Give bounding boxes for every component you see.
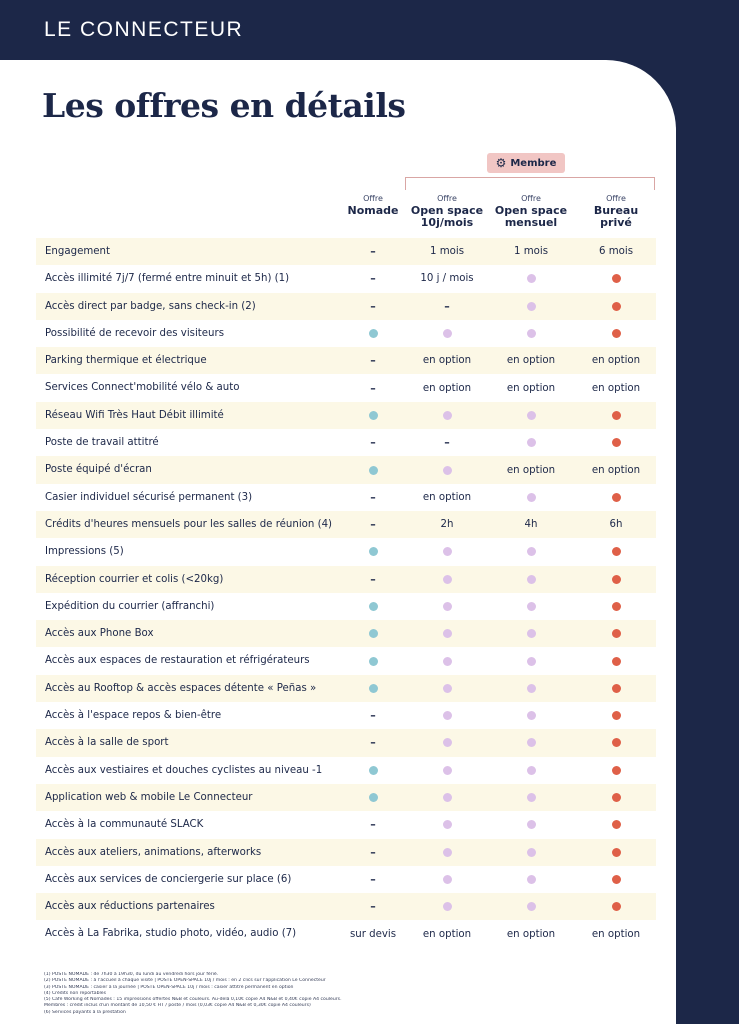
table-row xyxy=(36,402,656,429)
lilac-dot-icon xyxy=(443,820,452,829)
cell-included-red xyxy=(574,429,658,456)
cell-value: – xyxy=(370,436,376,450)
cell-included-red xyxy=(574,839,658,866)
row-label: Casier individuel sécurisé permanent (3) xyxy=(45,491,253,503)
row-label: Réseau Wifi Très Haut Débit illimité xyxy=(45,409,224,421)
cell-value: en option xyxy=(591,928,641,940)
cell-included-lilac xyxy=(489,811,573,838)
lilac-dot-icon xyxy=(443,766,452,775)
lilac-dot-icon xyxy=(527,547,536,556)
column-header-small: Offre xyxy=(521,194,541,203)
row-label: Poste de travail attitré xyxy=(45,437,159,449)
red-dot-icon xyxy=(612,602,621,611)
cell-value: – xyxy=(444,436,450,450)
cell-value: 1 mois xyxy=(513,246,548,258)
table-row xyxy=(36,566,656,593)
cell-included-blue xyxy=(331,456,415,483)
cell-included-lilac xyxy=(489,784,573,811)
table-row xyxy=(36,511,656,538)
cell-value: – xyxy=(370,845,376,859)
lilac-dot-icon xyxy=(527,629,536,638)
cell-included-red xyxy=(574,784,658,811)
column-header-name: Open space xyxy=(410,204,484,217)
cell-included-lilac xyxy=(405,811,489,838)
cell-value: 10 j / mois xyxy=(420,273,474,285)
cell-value: – xyxy=(370,736,376,750)
lilac-dot-icon xyxy=(527,875,536,884)
cell-value: 2h xyxy=(440,519,454,531)
gear-badge-icon: ⚙ xyxy=(495,156,507,170)
red-dot-icon xyxy=(612,875,621,884)
blue-dot-icon xyxy=(369,793,378,802)
footnote-line: (6) Services payants à la prestation xyxy=(44,1009,126,1015)
cell-included-lilac xyxy=(405,566,489,593)
column-header-small: Offre xyxy=(606,194,626,203)
table-row xyxy=(36,647,656,674)
lilac-dot-icon xyxy=(443,902,452,911)
lilac-dot-icon xyxy=(527,766,536,775)
row-label: Accès aux espaces de restauration et réfrigérateurs xyxy=(45,655,310,667)
cell-included-lilac xyxy=(405,784,489,811)
cell-value: en option xyxy=(591,355,641,367)
lilac-dot-icon xyxy=(527,738,536,747)
cell-included-blue xyxy=(331,620,415,647)
row-label: Accès au Rooftop & accès espaces détente « Peñas » xyxy=(45,682,317,694)
member-bracket xyxy=(405,177,655,190)
cell-value: en option xyxy=(506,382,556,394)
lilac-dot-icon xyxy=(527,329,536,338)
lilac-dot-icon xyxy=(527,274,536,283)
brand-logo: LE CONNECTEUR xyxy=(44,18,244,41)
cell-included-blue xyxy=(331,593,415,620)
row-label: Poste équipé d'écran xyxy=(45,464,152,476)
row-label: Accès aux ateliers, animations, afterworks xyxy=(45,846,262,858)
cell-included-blue xyxy=(331,402,415,429)
cell-value: en option xyxy=(591,382,641,394)
cell-value: – xyxy=(370,872,376,886)
cell-included-lilac xyxy=(489,484,573,511)
red-dot-icon xyxy=(612,411,621,420)
cell-included-lilac xyxy=(489,729,573,756)
table-row xyxy=(36,293,656,320)
cell-included-lilac xyxy=(489,402,573,429)
cell-included-lilac xyxy=(405,839,489,866)
cell-included-red xyxy=(574,811,658,838)
lilac-dot-icon xyxy=(527,684,536,693)
lilac-dot-icon xyxy=(527,793,536,802)
blue-dot-icon xyxy=(369,684,378,693)
cell-included-red xyxy=(574,620,658,647)
cell-value: – xyxy=(370,245,376,259)
row-label: Possibilité de recevoir des visiteurs xyxy=(45,327,225,339)
column-header-bureau-prive xyxy=(574,193,658,229)
table-row xyxy=(36,484,656,511)
footnote-line: (1) POSTE NOMADE : de 7h30 à 19h30, du lundi au vendredi hors jour férié. xyxy=(44,972,219,977)
cell-value: 1 mois xyxy=(429,246,464,258)
cell-included-lilac xyxy=(405,893,489,920)
red-dot-icon xyxy=(612,848,621,857)
cell-value: en option xyxy=(591,464,641,476)
lilac-dot-icon xyxy=(527,493,536,502)
row-label: Accès à la salle de sport xyxy=(45,737,169,749)
cell-value: en option xyxy=(422,928,472,940)
cell-included-red xyxy=(574,893,658,920)
cell-value: en option xyxy=(422,355,472,367)
member-badge xyxy=(487,153,565,173)
cell-included-blue xyxy=(331,538,415,565)
column-header-name: Nomade xyxy=(347,204,399,217)
cell-included-red xyxy=(574,265,658,292)
footnote-line: Membres : crédit inclus d'un montant de 10,50 € HT / poste / mois (0,03€ copie A4 N&B et 0,30€ copie A4 couleurs) xyxy=(44,1003,311,1009)
lilac-dot-icon xyxy=(527,438,536,447)
cell-included-lilac xyxy=(489,893,573,920)
lilac-dot-icon xyxy=(527,602,536,611)
lilac-dot-icon xyxy=(443,602,452,611)
lilac-dot-icon xyxy=(527,575,536,584)
cell-included-red xyxy=(574,593,658,620)
column-header-name: Open space xyxy=(494,204,568,217)
table-row xyxy=(36,784,656,811)
offers-table xyxy=(36,238,656,948)
lilac-dot-icon xyxy=(443,711,452,720)
red-dot-icon xyxy=(612,657,621,666)
lilac-dot-icon xyxy=(443,629,452,638)
table-row xyxy=(36,757,656,784)
cell-included-red xyxy=(574,484,658,511)
footnote-line: (5) Café Working et Nomades : 15 impressions offertes N&B et couleurs. Au-delà 0,10€ copie A4 N&B et 0,40€ copie A4 couleurs. xyxy=(44,997,342,1003)
row-label: Accès aux services de conciergerie sur place (6) xyxy=(45,873,292,885)
lilac-dot-icon xyxy=(443,329,452,338)
cell-included-lilac xyxy=(489,757,573,784)
lilac-dot-icon xyxy=(527,848,536,857)
row-label: Application web & mobile Le Connecteur xyxy=(45,791,253,803)
lilac-dot-icon xyxy=(527,657,536,666)
lilac-dot-icon xyxy=(443,793,452,802)
cell-included-lilac xyxy=(405,647,489,674)
lilac-dot-icon xyxy=(443,684,452,693)
table-row xyxy=(36,620,656,647)
cell-value: sur devis xyxy=(349,928,397,940)
cell-value: – xyxy=(370,900,376,914)
column-header-name-line2: mensuel xyxy=(504,216,558,229)
red-dot-icon xyxy=(612,793,621,802)
cell-included-lilac xyxy=(405,538,489,565)
lilac-dot-icon xyxy=(443,411,452,420)
column-header-small: Offre xyxy=(363,194,383,203)
lilac-dot-icon xyxy=(527,902,536,911)
cell-value: 6h xyxy=(609,519,623,531)
cell-included-red xyxy=(574,293,658,320)
table-row xyxy=(36,238,656,265)
lilac-dot-icon xyxy=(443,466,452,475)
cell-included-lilac xyxy=(489,593,573,620)
cell-included-lilac xyxy=(405,456,489,483)
table-row xyxy=(36,593,656,620)
blue-dot-icon xyxy=(369,466,378,475)
row-label: Accès aux vestiaires et douches cyclistes au niveau -1 xyxy=(45,764,323,776)
row-label: Engagement xyxy=(45,246,110,257)
lilac-dot-icon xyxy=(443,575,452,584)
column-header-openspace-mensuel xyxy=(489,193,573,229)
cell-included-red xyxy=(574,866,658,893)
cell-value: en option xyxy=(422,491,472,503)
cell-included-red xyxy=(574,538,658,565)
footnotes xyxy=(44,972,444,1016)
row-label: Accès direct par badge, sans check-in (2) xyxy=(45,300,256,312)
cell-included-lilac xyxy=(489,620,573,647)
red-dot-icon xyxy=(612,575,621,584)
cell-included-red xyxy=(574,675,658,702)
cell-included-lilac xyxy=(405,402,489,429)
cell-value: – xyxy=(370,354,376,368)
cell-included-lilac xyxy=(489,675,573,702)
red-dot-icon xyxy=(612,766,621,775)
cell-included-blue xyxy=(331,647,415,674)
blue-dot-icon xyxy=(369,602,378,611)
row-label: Réception courrier et colis (<20kg) xyxy=(45,573,224,585)
cell-included-lilac xyxy=(405,702,489,729)
red-dot-icon xyxy=(612,438,621,447)
cell-included-lilac xyxy=(489,265,573,292)
lilac-dot-icon xyxy=(527,411,536,420)
cell-included-blue xyxy=(331,757,415,784)
cell-included-lilac xyxy=(489,293,573,320)
red-dot-icon xyxy=(612,274,621,283)
red-dot-icon xyxy=(612,684,621,693)
table-row xyxy=(36,920,656,947)
cell-included-lilac xyxy=(405,620,489,647)
table-row xyxy=(36,675,656,702)
column-header-openspace-10j xyxy=(405,193,489,229)
row-label: Accès à la communauté SLACK xyxy=(45,819,204,831)
cell-value: – xyxy=(370,572,376,586)
cell-value: en option xyxy=(506,928,556,940)
lilac-dot-icon xyxy=(527,711,536,720)
lilac-dot-icon xyxy=(443,875,452,884)
cell-included-lilac xyxy=(489,866,573,893)
cell-included-red xyxy=(574,729,658,756)
red-dot-icon xyxy=(612,629,621,638)
member-badge-label: Membre xyxy=(510,157,557,169)
red-dot-icon xyxy=(612,329,621,338)
table-row xyxy=(36,320,656,347)
cell-included-blue xyxy=(331,675,415,702)
blue-dot-icon xyxy=(369,329,378,338)
cell-included-lilac xyxy=(489,839,573,866)
cell-included-red xyxy=(574,320,658,347)
lilac-dot-icon xyxy=(443,848,452,857)
cell-included-lilac xyxy=(405,866,489,893)
row-label: Crédits d'heures mensuels pour les salles de réunion (4) xyxy=(45,518,333,530)
table-row xyxy=(36,538,656,565)
table-row xyxy=(36,347,656,374)
cell-included-lilac xyxy=(489,702,573,729)
footnote-line: (2) POSTE NOMADE : à l'accueil à chaque visite | POSTE OPEN-SPACE 10j / mois : en 2 clics sur l'application Le Connecteur xyxy=(44,978,326,984)
red-dot-icon xyxy=(612,902,621,911)
table-row xyxy=(36,811,656,838)
cell-value: 6 mois xyxy=(598,246,633,258)
lilac-dot-icon xyxy=(443,657,452,666)
cell-value: – xyxy=(370,490,376,504)
cell-included-lilac xyxy=(405,757,489,784)
cell-value: en option xyxy=(422,382,472,394)
row-label: Services Connect'mobilité vélo & auto xyxy=(45,382,240,394)
column-header-small: Offre xyxy=(437,194,457,203)
lilac-dot-icon xyxy=(443,738,452,747)
lilac-dot-icon xyxy=(527,302,536,311)
cell-included-lilac xyxy=(405,593,489,620)
blue-dot-icon xyxy=(369,766,378,775)
table-row xyxy=(36,429,656,456)
table-row xyxy=(36,456,656,483)
red-dot-icon xyxy=(612,493,621,502)
cell-included-blue xyxy=(331,320,415,347)
red-dot-icon xyxy=(612,547,621,556)
cell-included-red xyxy=(574,757,658,784)
table-row xyxy=(36,374,656,401)
cell-value: en option xyxy=(506,355,556,367)
row-label: Parking thermique et électrique xyxy=(45,355,207,367)
cell-included-blue xyxy=(331,784,415,811)
row-label: Accès à l'espace repos & bien-être xyxy=(45,710,222,722)
blue-dot-icon xyxy=(369,411,378,420)
red-dot-icon xyxy=(612,738,621,747)
cell-included-red xyxy=(574,647,658,674)
cell-included-lilac xyxy=(489,320,573,347)
row-label: Accès à La Fabrika, studio photo, vidéo, audio (7) xyxy=(45,928,297,940)
cell-value: – xyxy=(370,381,376,395)
table-row xyxy=(36,893,656,920)
red-dot-icon xyxy=(612,820,621,829)
footnote-line: (4) Crédits non reportables xyxy=(44,990,106,996)
cell-included-lilac xyxy=(489,647,573,674)
cell-value: – xyxy=(370,818,376,832)
cell-value: – xyxy=(370,272,376,286)
cell-included-lilac xyxy=(405,729,489,756)
cell-included-red xyxy=(574,566,658,593)
column-header-name-line2: privé xyxy=(600,216,632,229)
row-label: Accès aux réductions partenaires xyxy=(45,901,215,913)
column-header-name-line2: 10j/mois xyxy=(420,216,474,229)
cell-included-lilac xyxy=(405,675,489,702)
cell-included-lilac xyxy=(489,429,573,456)
cell-included-lilac xyxy=(489,566,573,593)
cell-value: – xyxy=(370,518,376,532)
cell-value: – xyxy=(370,709,376,723)
table-row xyxy=(36,702,656,729)
footnote-line: (3) POSTE NOMADE : casier à la journée | POSTE OPEN-SPACE 10j / mois : casier attitré permanent en option xyxy=(44,984,294,990)
column-header-nomade xyxy=(336,193,410,217)
red-dot-icon xyxy=(612,711,621,720)
table-row xyxy=(36,839,656,866)
blue-dot-icon xyxy=(369,657,378,666)
cell-included-red xyxy=(574,402,658,429)
row-label: Accès aux Phone Box xyxy=(45,628,154,640)
cell-value: – xyxy=(444,299,450,313)
table-row xyxy=(36,265,656,292)
column-header-name: Bureau xyxy=(593,204,639,217)
red-dot-icon xyxy=(612,302,621,311)
row-label: Accès illimité 7j/7 (fermé entre minuit et 5h) (1) xyxy=(45,273,290,285)
table-row xyxy=(36,866,656,893)
cell-included-lilac xyxy=(405,320,489,347)
lilac-dot-icon xyxy=(443,547,452,556)
page-title: Les offres en détails xyxy=(42,86,406,125)
cell-value: – xyxy=(370,299,376,313)
cell-included-lilac xyxy=(489,538,573,565)
cell-included-red xyxy=(574,702,658,729)
blue-dot-icon xyxy=(369,629,378,638)
cell-value: 4h xyxy=(524,519,538,531)
row-label: Impressions (5) xyxy=(45,546,124,558)
table-row xyxy=(36,729,656,756)
row-label: Expédition du courrier (affranchi) xyxy=(45,600,215,612)
lilac-dot-icon xyxy=(527,820,536,829)
cell-value: en option xyxy=(506,464,556,476)
blue-dot-icon xyxy=(369,547,378,556)
